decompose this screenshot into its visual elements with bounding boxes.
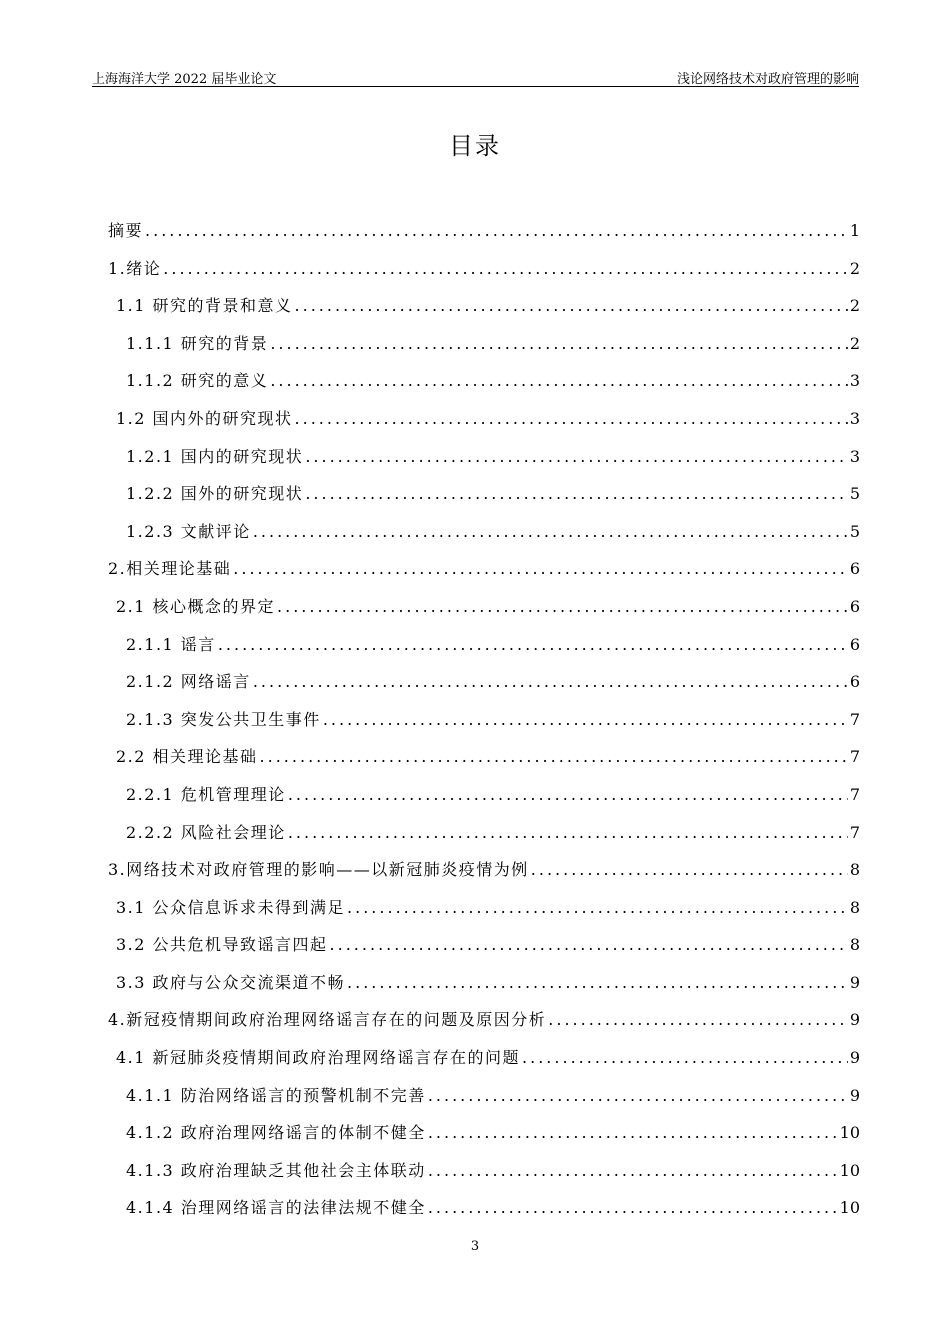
toc-entry[interactable] xyxy=(108,820,860,858)
toc-entry-label: 2.2.1 危机管理理论 xyxy=(126,784,286,804)
toc-entry-page: 6 xyxy=(849,559,860,579)
toc-entry-label: 2.2 相关理论基础 xyxy=(116,747,258,767)
toc-dot-leader xyxy=(288,785,848,804)
toc-dot-leader xyxy=(323,710,848,729)
toc-entry-page: 7 xyxy=(849,709,860,729)
toc-entry-label: 3.2 公共危机导致谣言四起 xyxy=(116,935,328,955)
toc-entry-page: 10 xyxy=(839,1123,860,1143)
toc-entry-label: 2.1.1 谣言 xyxy=(126,634,216,654)
toc-entry-page: 3 xyxy=(849,408,860,428)
toc-entry-label: 4.新冠疫情期间政府治理网络谣言存在的问题及原因分析 xyxy=(108,1010,547,1030)
page-number: 3 xyxy=(470,1239,480,1254)
toc-entry-page: 5 xyxy=(849,521,860,541)
toc-entry-page: 10 xyxy=(839,1160,860,1180)
toc-dot-leader xyxy=(531,860,848,879)
toc-dot-leader xyxy=(218,635,848,654)
toc-entry-page: 9 xyxy=(849,972,860,992)
toc-dot-leader xyxy=(548,1010,848,1029)
toc-entry[interactable] xyxy=(108,594,860,632)
toc-entry-label: 2.1.3 突发公共卫生事件 xyxy=(126,709,321,729)
toc-entry[interactable] xyxy=(108,782,860,820)
toc-dot-leader xyxy=(145,221,848,240)
toc-entry-page: 6 xyxy=(849,634,860,654)
table-of-contents xyxy=(108,218,860,1233)
toc-dot-leader xyxy=(260,747,848,766)
toc-entry-page: 9 xyxy=(849,1085,860,1105)
toc-entry-page: 7 xyxy=(849,822,860,842)
toc-entry-page: 1 xyxy=(849,221,860,240)
toc-entry[interactable] xyxy=(108,1120,860,1158)
toc-dot-leader xyxy=(428,1086,848,1105)
toc-entry-page: 3 xyxy=(849,371,860,391)
toc-entry-label: 2.2.2 风险社会理论 xyxy=(126,822,286,842)
toc-entry-label: 2.1 核心概念的界定 xyxy=(116,596,276,616)
toc-entry-page: 10 xyxy=(839,1198,860,1218)
toc-entry[interactable] xyxy=(108,406,860,444)
toc-entry-label: 4.1.1 防治网络谣言的预警机制不完善 xyxy=(126,1085,426,1105)
toc-dot-leader xyxy=(233,559,848,578)
toc-entry-label: 2.相关理论基础 xyxy=(108,559,232,579)
toc-entry[interactable] xyxy=(108,481,860,519)
toc-dot-leader xyxy=(270,334,848,353)
toc-entry-page: 9 xyxy=(849,1010,860,1030)
toc-entry-label: 3.1 公众信息诉求未得到满足 xyxy=(116,897,346,917)
toc-entry-page: 6 xyxy=(849,672,860,692)
toc-entry-label: 3.3 政府与公众交流渠道不畅 xyxy=(116,972,346,992)
toc-entry[interactable] xyxy=(108,970,860,1008)
toc-dot-leader xyxy=(428,1123,838,1142)
toc-entry[interactable] xyxy=(108,444,860,482)
page-header xyxy=(92,64,859,87)
toc-entry-label: 4.1.3 政府治理缺乏其他社会主体联动 xyxy=(126,1160,426,1180)
toc-entry-page: 3 xyxy=(849,446,860,466)
toc-dot-leader xyxy=(428,1198,838,1217)
toc-entry[interactable] xyxy=(108,707,860,745)
toc-entry-page: 5 xyxy=(849,484,860,504)
toc-dot-leader xyxy=(295,409,848,428)
toc-entry-label: 4.1.2 政府治理网络谣言的体制不健全 xyxy=(126,1123,426,1143)
toc-entry-page: 2 xyxy=(849,296,860,316)
toc-entry-label: 4.1.4 治理网络谣言的法律法规不健全 xyxy=(126,1198,426,1218)
toc-entry-label: 1.2.2 国外的研究现状 xyxy=(126,484,304,504)
toc-entry[interactable] xyxy=(108,857,860,895)
toc-entry-page: 8 xyxy=(849,860,860,880)
toc-entry[interactable] xyxy=(108,669,860,707)
page-title: 目录 xyxy=(449,132,501,160)
toc-entry-label: 1.2 国内外的研究现状 xyxy=(116,408,293,428)
toc-entry[interactable] xyxy=(108,556,860,594)
toc-entry[interactable] xyxy=(108,1158,860,1196)
toc-entry[interactable] xyxy=(108,932,860,970)
toc-entry-label: 3.网络技术对政府管理的影响——以新冠肺炎疫情为例 xyxy=(108,860,529,880)
header-right-text: 浅论网络技术对政府管理的影响 xyxy=(676,72,859,87)
toc-dot-leader xyxy=(295,296,848,315)
toc-entry-label: 1.2.1 国内的研究现状 xyxy=(126,446,304,466)
toc-entry-page: 2 xyxy=(849,333,860,353)
toc-entry[interactable] xyxy=(108,1195,860,1233)
toc-entry-page: 8 xyxy=(849,935,860,955)
toc-entry[interactable] xyxy=(108,1007,860,1045)
toc-entry-page: 9 xyxy=(849,1048,860,1068)
toc-dot-leader xyxy=(330,935,848,954)
toc-entry-label: 1.1.1 研究的背景 xyxy=(126,333,269,353)
toc-dot-leader xyxy=(163,259,848,278)
toc-entry-page: 7 xyxy=(849,747,860,767)
toc-entry[interactable] xyxy=(108,293,860,331)
toc-dot-leader xyxy=(253,522,848,541)
toc-entry[interactable] xyxy=(108,744,860,782)
toc-dot-leader xyxy=(253,672,848,691)
toc-dot-leader xyxy=(347,973,848,992)
toc-dot-leader xyxy=(305,484,848,503)
toc-entry-page: 2 xyxy=(849,258,860,278)
toc-entry-page: 6 xyxy=(849,596,860,616)
toc-entry-page: 7 xyxy=(849,784,860,804)
toc-entry[interactable] xyxy=(108,1083,860,1121)
toc-dot-leader xyxy=(305,447,848,466)
toc-entry[interactable] xyxy=(108,368,860,406)
toc-entry-label: 2.1.2 网络谣言 xyxy=(126,672,251,692)
toc-entry[interactable] xyxy=(108,331,860,369)
header-left-text: 上海海洋大学 2022 届毕业论文 xyxy=(92,72,277,87)
toc-dot-leader xyxy=(277,597,848,616)
toc-entry-label: 1.绪论 xyxy=(108,258,162,278)
toc-dot-leader xyxy=(347,898,848,917)
toc-entry[interactable] xyxy=(108,1045,860,1083)
toc-entry[interactable] xyxy=(108,519,860,557)
toc-entry-label: 1.2.3 文献评论 xyxy=(126,521,251,541)
toc-entry-label: 摘要 xyxy=(108,221,144,240)
toc-entry[interactable] xyxy=(108,895,860,933)
toc-entry[interactable] xyxy=(108,256,860,294)
toc-dot-leader xyxy=(428,1161,838,1180)
toc-entry-page: 8 xyxy=(849,897,860,917)
toc-entry-label: 1.1.2 研究的意义 xyxy=(126,371,269,391)
toc-entry[interactable] xyxy=(108,218,860,256)
toc-entry-label: 1.1 研究的背景和意义 xyxy=(116,296,293,316)
toc-dot-leader xyxy=(270,371,848,390)
toc-dot-leader xyxy=(522,1048,848,1067)
toc-dot-leader xyxy=(288,823,848,842)
toc-entry-label: 4.1 新冠肺炎疫情期间政府治理网络谣言存在的问题 xyxy=(116,1048,521,1068)
toc-entry[interactable] xyxy=(108,632,860,670)
